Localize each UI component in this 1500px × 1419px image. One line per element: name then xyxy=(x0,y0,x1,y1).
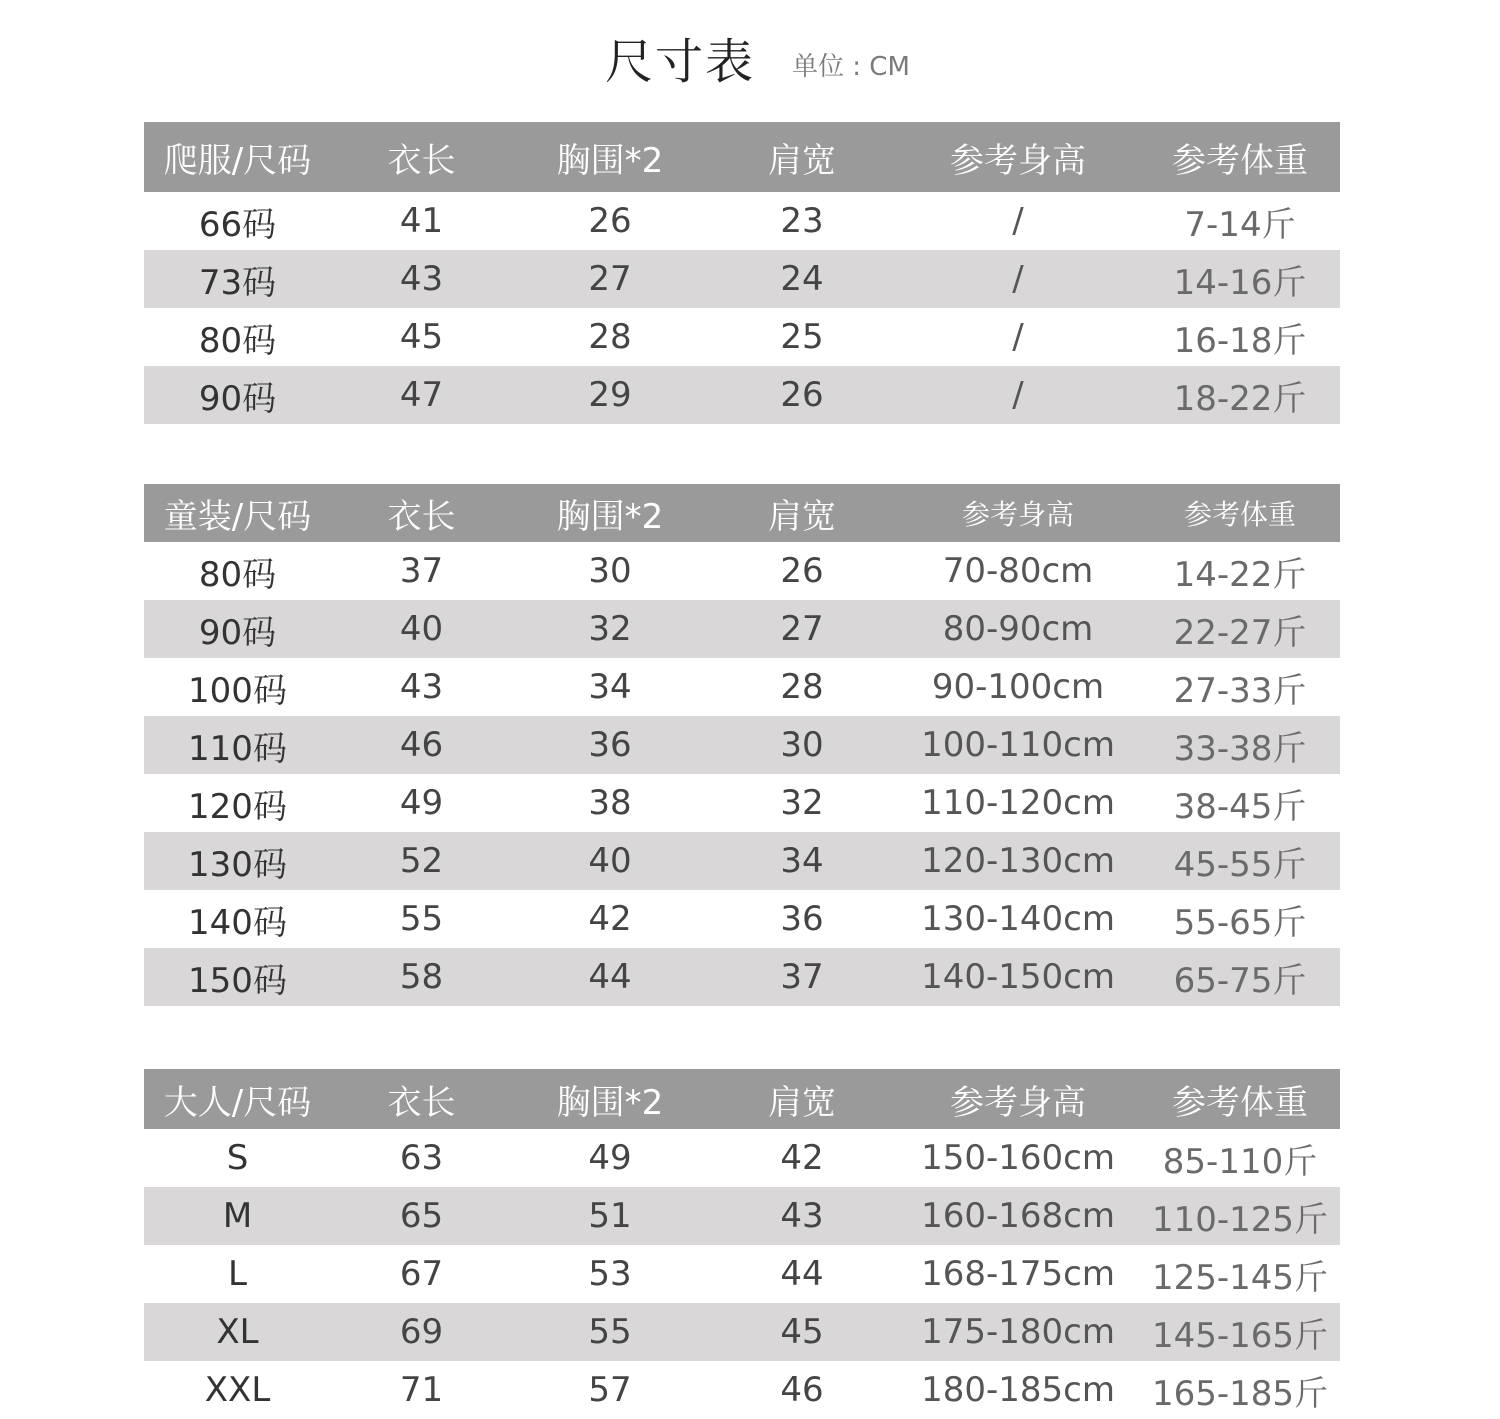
cell-chest: 57 xyxy=(588,1370,632,1410)
cell-length: 43 xyxy=(331,250,512,308)
cell-size: 66码 xyxy=(198,204,277,245)
cell-size: 73码 xyxy=(144,250,331,308)
table-row xyxy=(144,366,1340,424)
cell-size: 80码 xyxy=(198,554,277,595)
cell-size: 80码 xyxy=(198,320,277,361)
cell-chest: 53 xyxy=(588,1254,632,1294)
cell-height: 160-168cm xyxy=(896,1187,1140,1245)
table-row xyxy=(144,600,1340,658)
cell-shoulder: 43 xyxy=(708,1187,896,1245)
cell-weight: 27-33斤 xyxy=(1173,670,1307,711)
cell-chest: 42 xyxy=(588,899,632,939)
cell-weight: 16-18斤 xyxy=(1173,320,1307,361)
column-header-height: 参考身高 xyxy=(896,122,1140,192)
cell-chest: 38 xyxy=(588,783,632,823)
column-header-weight: 参考体重 xyxy=(1140,1069,1340,1129)
cell-chest: 51 xyxy=(512,1187,708,1245)
cell-chest: 34 xyxy=(588,667,632,707)
table-row xyxy=(144,1361,1340,1419)
cell-height: 180-185cm xyxy=(921,1370,1115,1410)
cell-shoulder: 24 xyxy=(708,250,896,308)
cell-length: 40 xyxy=(331,600,512,658)
cell-size: 130码 xyxy=(144,832,331,890)
table-row xyxy=(144,948,1340,1006)
table-header-row xyxy=(144,1069,1340,1129)
table-header-row xyxy=(144,484,1340,542)
table-row xyxy=(144,250,1340,308)
column-header-size: 大人/尺码 xyxy=(144,1069,331,1129)
cell-height: 150-160cm xyxy=(921,1138,1115,1178)
table-row xyxy=(144,1303,1340,1361)
cell-shoulder: 28 xyxy=(780,667,824,707)
size-table-adult xyxy=(144,1069,1340,1419)
column-header-size: 童装/尺码 xyxy=(144,484,331,542)
cell-shoulder: 30 xyxy=(708,716,896,774)
cell-shoulder: 34 xyxy=(708,832,896,890)
cell-length: 47 xyxy=(331,366,512,424)
cell-shoulder: 36 xyxy=(780,899,824,939)
column-header-chest: 胸围*2 xyxy=(512,484,708,542)
cell-height: / xyxy=(1012,317,1024,357)
column-header-chest: 胸围*2 xyxy=(512,122,708,192)
cell-size: L xyxy=(228,1254,247,1294)
column-header-weight: 参考体重 xyxy=(1140,484,1340,542)
cell-weight: 65-75斤 xyxy=(1140,948,1340,1006)
cell-shoulder: 23 xyxy=(780,201,824,241)
cell-length: 37 xyxy=(399,551,444,591)
cell-chest: 36 xyxy=(512,716,708,774)
table-row xyxy=(144,1129,1340,1187)
cell-height: 90-100cm xyxy=(931,667,1105,707)
cell-weight: 145-165斤 xyxy=(1140,1303,1340,1361)
cell-chest: 26 xyxy=(588,201,632,241)
cell-height: / xyxy=(896,366,1140,424)
cell-chest: 32 xyxy=(512,600,708,658)
cell-weight: 22-27斤 xyxy=(1140,600,1340,658)
cell-weight: 18-22斤 xyxy=(1140,366,1340,424)
table-row xyxy=(144,542,1340,600)
cell-shoulder: 26 xyxy=(780,551,824,591)
cell-height: 110-120cm xyxy=(921,783,1115,823)
cell-size: XL xyxy=(144,1303,331,1361)
table-row xyxy=(144,1245,1340,1303)
cell-length: 58 xyxy=(331,948,512,1006)
column-header-length: 衣长 xyxy=(331,1069,512,1129)
page-title: 尺寸表 xyxy=(605,34,756,90)
cell-weight: 14-22斤 xyxy=(1173,554,1307,595)
table-row xyxy=(144,716,1340,774)
cell-weight: 85-110斤 xyxy=(1162,1141,1318,1182)
cell-height: 175-180cm xyxy=(896,1303,1140,1361)
cell-weight: 14-16斤 xyxy=(1140,250,1340,308)
cell-weight: 55-65斤 xyxy=(1173,902,1307,943)
cell-shoulder: 27 xyxy=(708,600,896,658)
cell-length: 46 xyxy=(331,716,512,774)
size-chart-header xyxy=(0,26,1500,96)
table-row xyxy=(144,192,1340,250)
column-header-length: 衣长 xyxy=(331,484,512,542)
cell-shoulder: 37 xyxy=(708,948,896,1006)
size-table-kids xyxy=(144,484,1340,1006)
cell-shoulder: 32 xyxy=(780,783,824,823)
cell-length: 41 xyxy=(399,201,444,241)
table-row xyxy=(144,308,1340,366)
cell-weight: 110-125斤 xyxy=(1140,1187,1340,1245)
cell-chest: 55 xyxy=(512,1303,708,1361)
column-header-chest: 胸围*2 xyxy=(512,1069,708,1129)
cell-length: 63 xyxy=(399,1138,444,1178)
column-header-size: 爬服/尺码 xyxy=(144,122,331,192)
cell-length: 69 xyxy=(331,1303,512,1361)
cell-size: 90码 xyxy=(144,600,331,658)
cell-size: 110码 xyxy=(144,716,331,774)
cell-chest: 27 xyxy=(512,250,708,308)
cell-shoulder: 46 xyxy=(780,1370,824,1410)
cell-height: 80-90cm xyxy=(896,600,1140,658)
table-header-row xyxy=(144,122,1340,192)
unit-label: 单位 : CM xyxy=(792,52,910,82)
cell-size: 120码 xyxy=(188,786,287,827)
cell-height: / xyxy=(896,250,1140,308)
cell-size: M xyxy=(144,1187,331,1245)
cell-chest: 29 xyxy=(512,366,708,424)
cell-length: 45 xyxy=(399,317,444,357)
table-row xyxy=(144,1187,1340,1245)
cell-chest: 44 xyxy=(512,948,708,1006)
cell-size: S xyxy=(226,1138,249,1178)
cell-height: 100-110cm xyxy=(896,716,1140,774)
cell-shoulder: 26 xyxy=(708,366,896,424)
cell-shoulder: 45 xyxy=(708,1303,896,1361)
cell-weight: 165-185斤 xyxy=(1151,1373,1329,1414)
cell-weight: 7-14斤 xyxy=(1184,204,1296,245)
cell-weight: 38-45斤 xyxy=(1173,786,1307,827)
cell-chest: 40 xyxy=(512,832,708,890)
column-header-shoulder: 肩宽 xyxy=(708,484,896,542)
cell-shoulder: 42 xyxy=(780,1138,824,1178)
column-header-weight: 参考体重 xyxy=(1140,122,1340,192)
cell-length: 71 xyxy=(399,1370,444,1410)
column-header-height: 参考身高 xyxy=(896,484,1140,542)
table-row xyxy=(144,774,1340,832)
cell-chest: 30 xyxy=(588,551,632,591)
cell-height: 70-80cm xyxy=(942,551,1094,591)
column-header-shoulder: 肩宽 xyxy=(708,122,896,192)
cell-size: 140码 xyxy=(188,902,287,943)
table-row xyxy=(144,658,1340,716)
column-header-height: 参考身高 xyxy=(896,1069,1140,1129)
cell-length: 67 xyxy=(399,1254,444,1294)
cell-size: 150码 xyxy=(144,948,331,1006)
table-row xyxy=(144,890,1340,948)
cell-height: 120-130cm xyxy=(896,832,1140,890)
cell-weight: 125-145斤 xyxy=(1151,1257,1329,1298)
cell-height: / xyxy=(1012,201,1024,241)
cell-length: 43 xyxy=(399,667,444,707)
cell-size: 100码 xyxy=(188,670,287,711)
cell-weight: 33-38斤 xyxy=(1140,716,1340,774)
cell-weight: 45-55斤 xyxy=(1140,832,1340,890)
cell-shoulder: 44 xyxy=(780,1254,824,1294)
column-header-shoulder: 肩宽 xyxy=(708,1069,896,1129)
cell-size: 90码 xyxy=(144,366,331,424)
cell-height: 140-150cm xyxy=(896,948,1140,1006)
cell-length: 55 xyxy=(399,899,444,939)
cell-chest: 49 xyxy=(588,1138,632,1178)
cell-length: 52 xyxy=(331,832,512,890)
table-row xyxy=(144,832,1340,890)
cell-length: 49 xyxy=(399,783,444,823)
cell-chest: 28 xyxy=(588,317,632,357)
cell-shoulder: 25 xyxy=(780,317,824,357)
cell-height: 168-175cm xyxy=(921,1254,1115,1294)
cell-size: XXL xyxy=(204,1370,271,1410)
cell-length: 65 xyxy=(331,1187,512,1245)
column-header-length: 衣长 xyxy=(331,122,512,192)
size-table-baby xyxy=(144,122,1340,424)
cell-height: 130-140cm xyxy=(921,899,1115,939)
